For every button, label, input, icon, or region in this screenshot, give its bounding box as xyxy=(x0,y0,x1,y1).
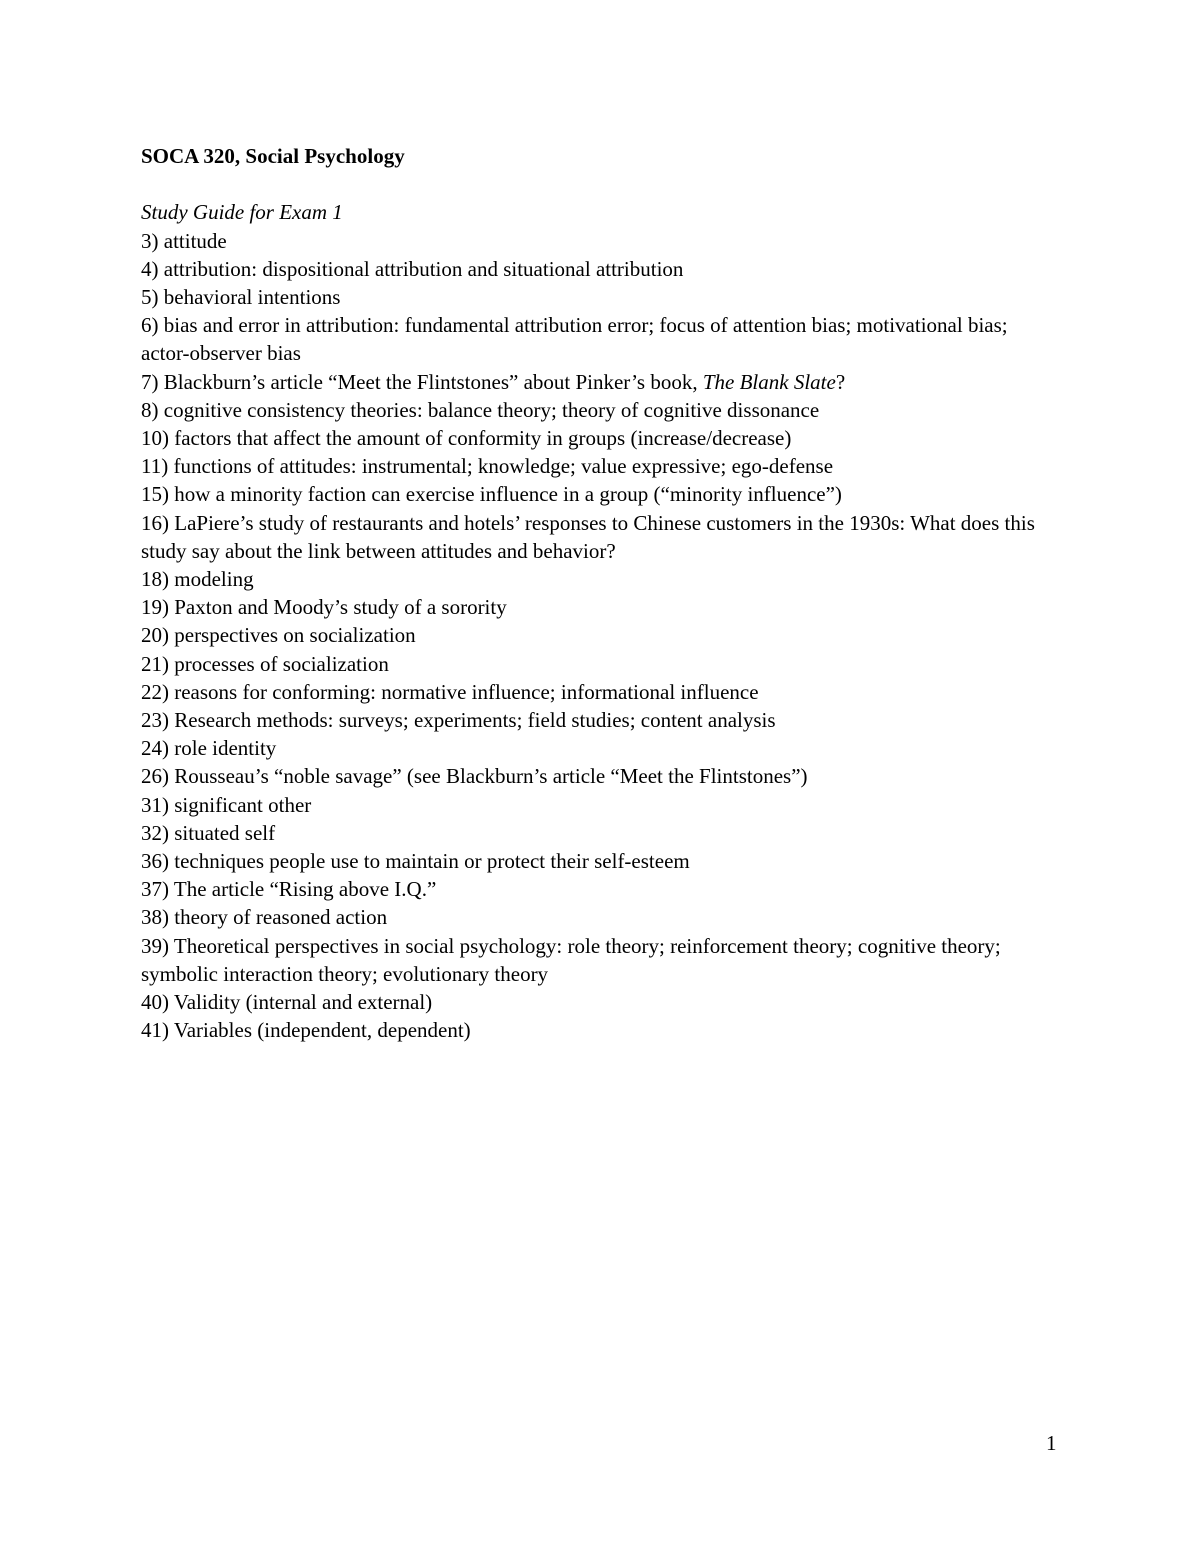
list-item xyxy=(141,621,1061,649)
list-item-text: 18) modeling xyxy=(141,567,254,592)
document-body xyxy=(141,142,1061,1044)
list-item-text: 32) situated self xyxy=(141,820,276,845)
list-item xyxy=(141,988,1061,1016)
book-title-text: The Blank Slate xyxy=(702,369,836,394)
list-item xyxy=(141,706,1061,734)
list-item xyxy=(141,593,1061,621)
list-item-text: 38) theory of reasoned action xyxy=(141,905,388,930)
list-item-text: 3) attitude xyxy=(141,228,227,253)
list-item xyxy=(141,847,1061,875)
list-item-text: 39) Theoretical perspectives in social psychology: role theory; reinforcement theory; cognitive theory; symbolic interaction theory; evolutionary theory xyxy=(141,933,1001,986)
list-item-text: 31) significant other xyxy=(141,792,312,817)
list-item xyxy=(141,565,1061,593)
list-item-text: 22) reasons for conforming: normative influence; informational influence xyxy=(141,679,759,704)
list-item xyxy=(141,875,1061,903)
list-item xyxy=(141,311,1061,367)
list-item-text: 41) Variables (independent, dependent) xyxy=(141,1018,471,1043)
list-item-text: 15) how a minority faction can exercise influence in a group (“minority influence”) xyxy=(141,482,842,507)
blank-line xyxy=(141,170,1061,198)
list-item-text: 4) attribution: dispositional attribution and situational attribution xyxy=(141,256,684,281)
list-item xyxy=(141,734,1061,762)
list-item xyxy=(141,227,1061,255)
list-item-text: 36) techniques people use to maintain or protect their self-esteem xyxy=(141,849,690,874)
list-item-text: 26) Rousseau’s “noble savage” (see Blackburn’s article “Meet the Flintstones”) xyxy=(141,764,808,789)
list-item-text: 24) role identity xyxy=(141,736,277,761)
list-item-text: 19) Paxton and Moody’s study of a sorority xyxy=(141,595,507,620)
page-number: 1 xyxy=(1046,1431,1057,1455)
list-item-text: 16) LaPiere’s study of restaurants and hotels’ responses to Chinese customers in the 1930s: What does this study say about the link between attitudes and behavior? xyxy=(141,510,1035,563)
list-item-text: 5) behavioral intentions xyxy=(141,284,341,309)
list-item xyxy=(141,678,1061,706)
list-item-text: 21) processes of socialization xyxy=(141,651,389,676)
list-item-text: ? xyxy=(835,369,846,394)
list-item xyxy=(141,932,1061,988)
list-item xyxy=(141,791,1061,819)
list-item xyxy=(141,396,1061,424)
study-guide-list xyxy=(141,227,1061,1045)
list-item-text: 7) Blackburn’s article “Meet the Flintstones” about Pinker’s book, xyxy=(141,369,703,394)
list-item-text: 11) functions of attitudes: instrumental; knowledge; value expressive; ego-defense xyxy=(141,454,834,479)
list-item xyxy=(141,480,1061,508)
list-item xyxy=(141,650,1061,678)
list-item xyxy=(141,819,1061,847)
list-item-text: 8) cognitive consistency theories: balance theory; theory of cognitive dissonance xyxy=(141,397,820,422)
list-item xyxy=(141,509,1061,565)
list-item-text: 40) Validity (internal and external) xyxy=(141,990,433,1015)
list-item-text: 10) factors that affect the amount of conformity in groups (increase/decrease) xyxy=(141,426,792,450)
list-item xyxy=(141,255,1061,283)
list-item-text: 23) Research methods: surveys; experiments; field studies; content analysis xyxy=(141,708,776,733)
list-item xyxy=(141,1016,1061,1044)
list-item xyxy=(141,424,1061,452)
list-item xyxy=(141,368,1061,396)
document-subtitle: Study Guide for Exam 1 xyxy=(141,200,343,225)
list-item-text: 20) perspectives on socialization xyxy=(141,623,416,648)
list-item xyxy=(141,762,1061,790)
list-item-text: 6) bias and error in attribution: fundamental attribution error; focus of attention bias; motivational bias; actor-observer bias xyxy=(141,313,1008,366)
list-item xyxy=(141,903,1061,931)
list-item xyxy=(141,452,1061,480)
list-item xyxy=(141,283,1061,311)
document-title: SOCA 320, Social Psychology xyxy=(141,144,405,168)
list-item-text: 37) The article “Rising above I.Q.” xyxy=(141,877,437,902)
